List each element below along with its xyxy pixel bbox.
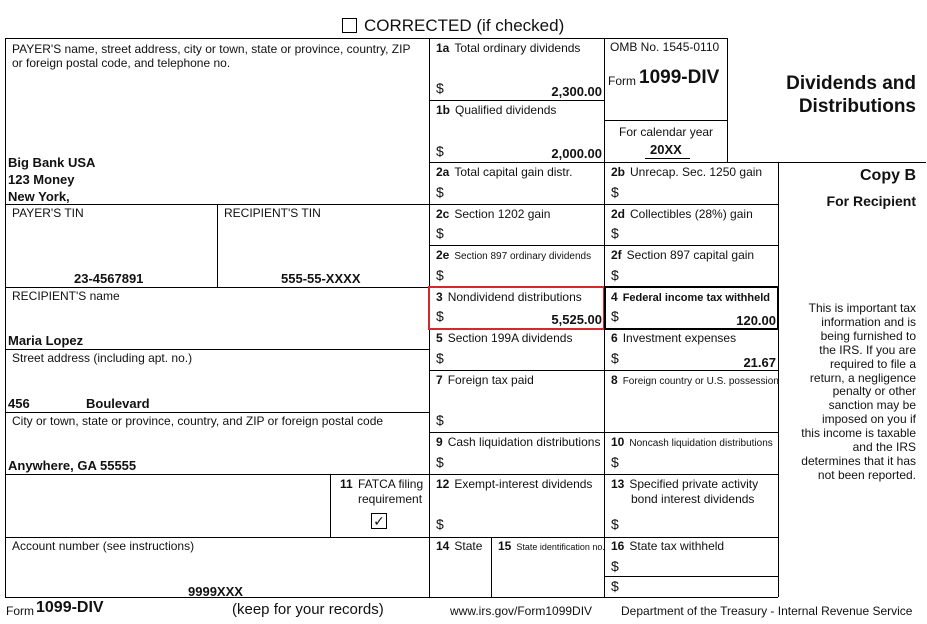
footer-url[interactable]: www.irs.gov/Form1099DIV: [450, 604, 593, 618]
corrected-checkbox[interactable]: [342, 18, 357, 33]
box-2c-label: 2c Section 1202 gain: [436, 207, 551, 221]
copy-label: Copy B: [860, 167, 916, 184]
payer-city: New York,: [8, 189, 70, 204]
box-3-label: 3 Nondividend distributions: [436, 290, 582, 304]
title-line2: Distributions: [798, 96, 916, 117]
form-word: Form: [608, 74, 636, 88]
form-name: 1099-DIV: [639, 67, 720, 88]
calendar-year: 20XX: [650, 142, 682, 157]
notice-text: This is important tax information and is being furnished to the IRS. If you are required to file a return, a negligence penalty or other sanction may be imposed on you if this income is taxable and the IRS determines that it has not been reported.: [801, 301, 916, 482]
street-name[interactable]: Boulevard: [86, 396, 150, 411]
box-15-label: 15 State identification no.: [498, 539, 605, 553]
corrected-label: CORRECTED (if checked): [364, 16, 565, 35]
payer-tin[interactable]: 23-4567891: [74, 271, 144, 286]
account-label: Account number (see instructions): [12, 539, 195, 553]
footer-keep: (keep for your records): [232, 601, 384, 618]
recipient-name[interactable]: Maria Lopez: [8, 333, 84, 348]
box-13-label-line2: bond interest dividends: [631, 492, 755, 506]
box-5-label: 5 Section 199A dividends: [436, 331, 573, 345]
box-2a-dollar: $: [436, 184, 444, 200]
box-1a-dollar: $: [436, 80, 444, 96]
copy-for: For Recipient: [826, 193, 916, 209]
box-1b-dollar: $: [436, 143, 444, 159]
box-7-label: 7 Foreign tax paid: [436, 373, 534, 387]
box-5-dollar: $: [436, 350, 444, 366]
street-number[interactable]: 456: [8, 396, 30, 411]
recipient-name-label: RECIPIENT'S name: [12, 289, 120, 303]
box-16-dollar-1: $: [611, 558, 619, 574]
box-8-label: 8 Foreign country or U.S. possession: [611, 373, 779, 387]
box-2f-label: 2f Section 897 capital gain: [611, 248, 755, 262]
fatca-line2: requirement: [358, 492, 423, 506]
box-1a-label: 1a Total ordinary dividends: [436, 41, 581, 55]
account-number[interactable]: 9999XXX: [188, 584, 243, 599]
box-6-label: 6 Investment expenses: [611, 331, 737, 345]
box-14-label: 14 State: [436, 539, 483, 553]
box-13-label: 13 Specified private activity: [611, 477, 759, 491]
box-4-value[interactable]: 120.00: [736, 313, 776, 328]
box-3-value[interactable]: 5,525.00: [551, 312, 602, 327]
fatca-number: 11: [340, 477, 353, 491]
fatca-checkbox[interactable]: ✓: [371, 513, 387, 529]
recipient-city[interactable]: Anywhere, GA 55555: [8, 458, 137, 473]
box-2d-dollar: $: [611, 225, 619, 241]
fatca-line1: FATCA filing: [358, 477, 424, 491]
payer-street: 123 Money: [8, 172, 75, 187]
title-line1: Dividends and: [786, 73, 916, 94]
box-2e-label: 2e Section 897 ordinary dividends: [436, 248, 592, 262]
box-6-dollar: $: [611, 350, 619, 366]
box-10-dollar: $: [611, 454, 619, 470]
city-label: City or town, state or province, country, and ZIP or foreign postal code: [12, 414, 384, 428]
box-2e-dollar: $: [436, 267, 444, 283]
box-16-dollar-2: $: [611, 578, 619, 594]
recipient-tin-label: RECIPIENT'S TIN: [224, 206, 321, 220]
street-label: Street address (including apt. no.): [12, 351, 193, 365]
box-2b-dollar: $: [611, 184, 619, 200]
box-2a-label: 2a Total capital gain distr.: [436, 165, 573, 179]
box-4-dollar: $: [611, 308, 619, 324]
box-2d-label: 2d Collectibles (28%) gain: [611, 207, 753, 221]
box-7-dollar: $: [436, 412, 444, 428]
box-1b-value[interactable]: 2,000.00: [551, 146, 602, 161]
box-2f-dollar: $: [611, 267, 619, 283]
calendar-label: For calendar year: [619, 125, 714, 139]
payer-label: PAYER'S name, street address, city or town, state or province, country, ZIP or foreign postal code, and telephone no.: [12, 42, 411, 70]
footer-form-word: Form: [6, 604, 34, 618]
footer-form-name: 1099-DIV: [36, 599, 104, 616]
box-1b-label: 1b Qualified dividends: [436, 103, 557, 117]
box-16-label: 16 State tax withheld: [611, 539, 725, 553]
box-3-dollar: $: [436, 308, 444, 324]
box-10-label: 10 Noncash liquidation distributions: [611, 435, 773, 449]
box-9-label: 9 Cash liquidation distributions: [436, 435, 601, 449]
box-2c-dollar: $: [436, 225, 444, 241]
omb-number: OMB No. 1545-0110: [610, 40, 720, 54]
box-9-dollar: $: [436, 454, 444, 470]
recipient-tin[interactable]: 555-55-XXXX: [281, 271, 361, 286]
box-12-label: 12 Exempt-interest dividends: [436, 477, 593, 491]
payer-name: Big Bank USA: [8, 155, 96, 170]
box-2b-label: 2b Unrecap. Sec. 1250 gain: [611, 165, 763, 179]
payer-tin-label: PAYER'S TIN: [12, 206, 84, 220]
box-12-dollar: $: [436, 516, 444, 532]
box-1a-value[interactable]: 2,300.00: [551, 84, 602, 99]
box-4-label: 4 Federal income tax withheld: [611, 290, 771, 304]
box-6-value[interactable]: 21.67: [743, 355, 776, 370]
footer-dept: Department of the Treasury - Internal Revenue Service: [621, 604, 913, 618]
box-13-dollar: $: [611, 516, 619, 532]
